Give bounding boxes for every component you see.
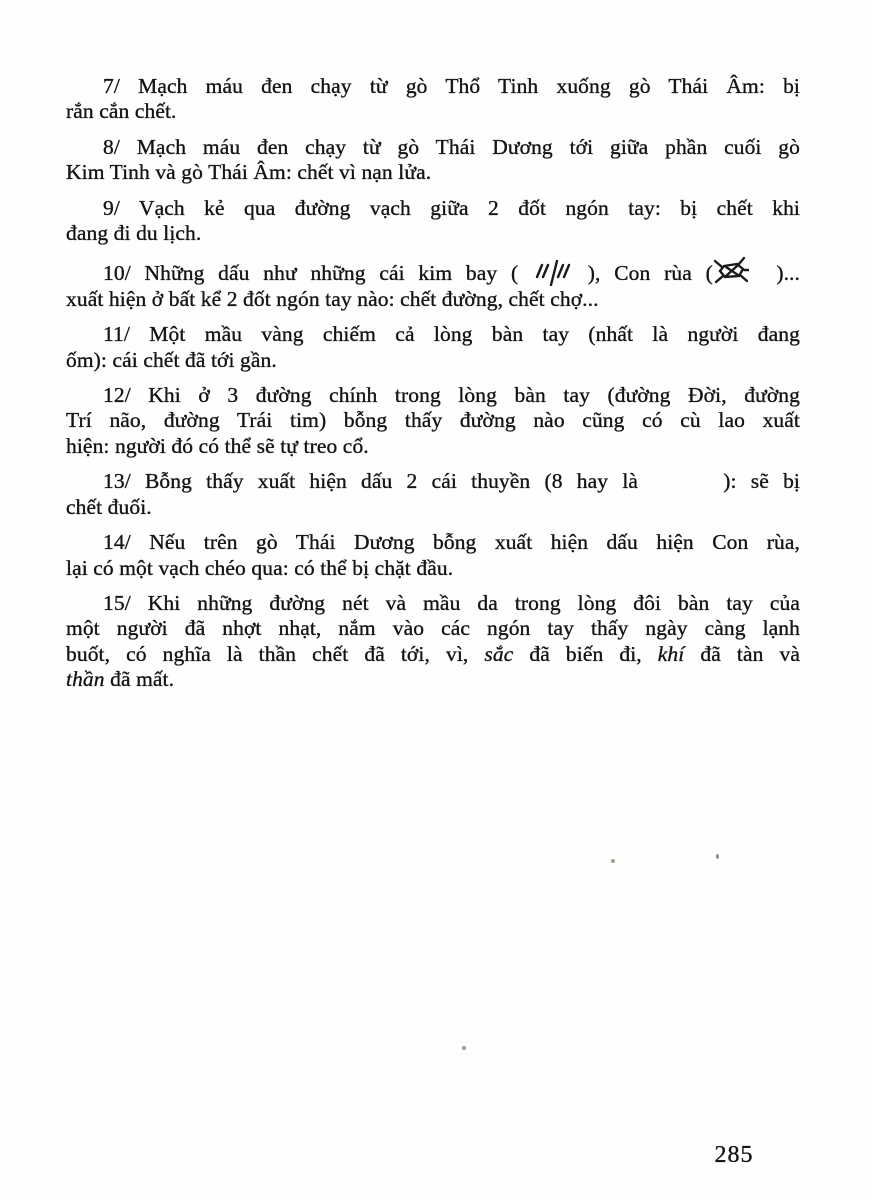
paragraph xyxy=(66,196,800,247)
text-line xyxy=(66,495,800,520)
text-run: ốm): cái chết đã tới gần. xyxy=(66,347,277,372)
text-run: lại có một vạch chéo qua: có thể bị chặt đầu. xyxy=(66,555,454,580)
italic-text-run: sắc xyxy=(484,641,514,666)
text-run: 9/ Vạch kẻ qua đường vạch giữa 2 đốt ngón tay: bị chết khi xyxy=(103,195,800,220)
text-line xyxy=(66,408,800,433)
text-run: đã mất. xyxy=(104,667,175,692)
text-run: 10/ Những dấu như những cái kim bay ( xyxy=(103,261,532,286)
text-run: 13/ Bỗng thấy xuất hiện dấu 2 cái thuyền (8 hay là ): sẽ bị xyxy=(103,469,800,494)
body-text xyxy=(66,74,800,693)
text-run: )... xyxy=(748,261,801,286)
text-run: đã biến đi, xyxy=(513,641,658,666)
text-run: 12/ Khi ở 3 đường chính trong lòng bàn tay (đường Đời, đường xyxy=(103,383,800,408)
paragraph xyxy=(66,74,800,125)
text-line xyxy=(66,642,800,667)
text-run: Kim Tinh và gò Thái Âm: chết vì nạn lửa. xyxy=(66,160,432,185)
paragraph xyxy=(66,530,800,581)
text-line xyxy=(66,221,800,246)
italic-text-run: thần xyxy=(66,667,105,692)
text-line xyxy=(66,160,800,185)
text-line xyxy=(66,135,800,160)
text-run: hiện: người đó có thể sẽ tự treo cổ. xyxy=(66,433,369,458)
text-line xyxy=(66,434,800,459)
paragraph xyxy=(66,591,800,693)
text-line xyxy=(66,667,800,692)
scan-speck xyxy=(462,1046,466,1050)
text-run: một người đã nhợt nhạt, nắm vào các ngón tay thấy ngày càng lạnh xyxy=(66,616,800,641)
text-line xyxy=(66,530,800,555)
text-run: đang đi du lịch. xyxy=(66,221,202,246)
text-run: 8/ Mạch máu đen chạy từ gò Thái Dương tới giữa phần cuối gò xyxy=(103,134,800,159)
text-run: 7/ Mạch máu đen chạy từ gò Thổ Tinh xuống gò Thái Âm: bị xyxy=(103,74,800,98)
page-number: 285 xyxy=(714,1142,754,1168)
text-line xyxy=(66,99,800,124)
turtle-mark-icon xyxy=(713,256,749,286)
text-line xyxy=(66,556,800,581)
text-line xyxy=(66,348,800,373)
text-line xyxy=(66,616,800,641)
text-run: 14/ Nếu trên gò Thái Dương bỗng xuất hiện dấu hiện Con rùa, xyxy=(103,530,800,555)
text-run: 11/ Một mầu vàng chiếm cả lòng bàn tay (nhất là người đang xyxy=(103,322,800,347)
text-line xyxy=(66,469,800,494)
paragraph xyxy=(66,256,800,312)
text-line xyxy=(66,74,800,99)
text-run: Trí não, đường Trái tim) bỗng thấy đường nào cũng có cù lao xuất xyxy=(66,408,800,433)
text-run: chết đuối. xyxy=(66,494,152,519)
text-run: rắn cắn chết. xyxy=(66,99,177,124)
paragraph xyxy=(66,383,800,459)
text-line xyxy=(66,591,800,616)
text-run: đã tàn và xyxy=(684,641,800,666)
text-line xyxy=(66,383,800,408)
italic-text-run: khí xyxy=(657,641,685,666)
text-line xyxy=(66,196,800,221)
text-run: 15/ Khi những đường nét và mầu da trong lòng đôi bàn tay của xyxy=(103,590,800,615)
flying-pins-icon xyxy=(532,260,574,286)
text-run: xuất hiện ở bất kể 2 đốt ngón tay nào: chết đường, chết chợ... xyxy=(66,286,599,311)
paragraph xyxy=(66,135,800,186)
text-run: buốt, có nghĩa là thần chết đã tới, vì, xyxy=(66,641,485,666)
paragraph xyxy=(66,469,800,520)
scan-speck xyxy=(716,854,719,859)
text-line xyxy=(66,287,800,312)
paragraph xyxy=(66,322,800,373)
scan-speck xyxy=(611,859,615,863)
text-line xyxy=(66,322,800,347)
text-run: ), Con rùa ( xyxy=(574,261,713,286)
text-line xyxy=(66,256,800,286)
